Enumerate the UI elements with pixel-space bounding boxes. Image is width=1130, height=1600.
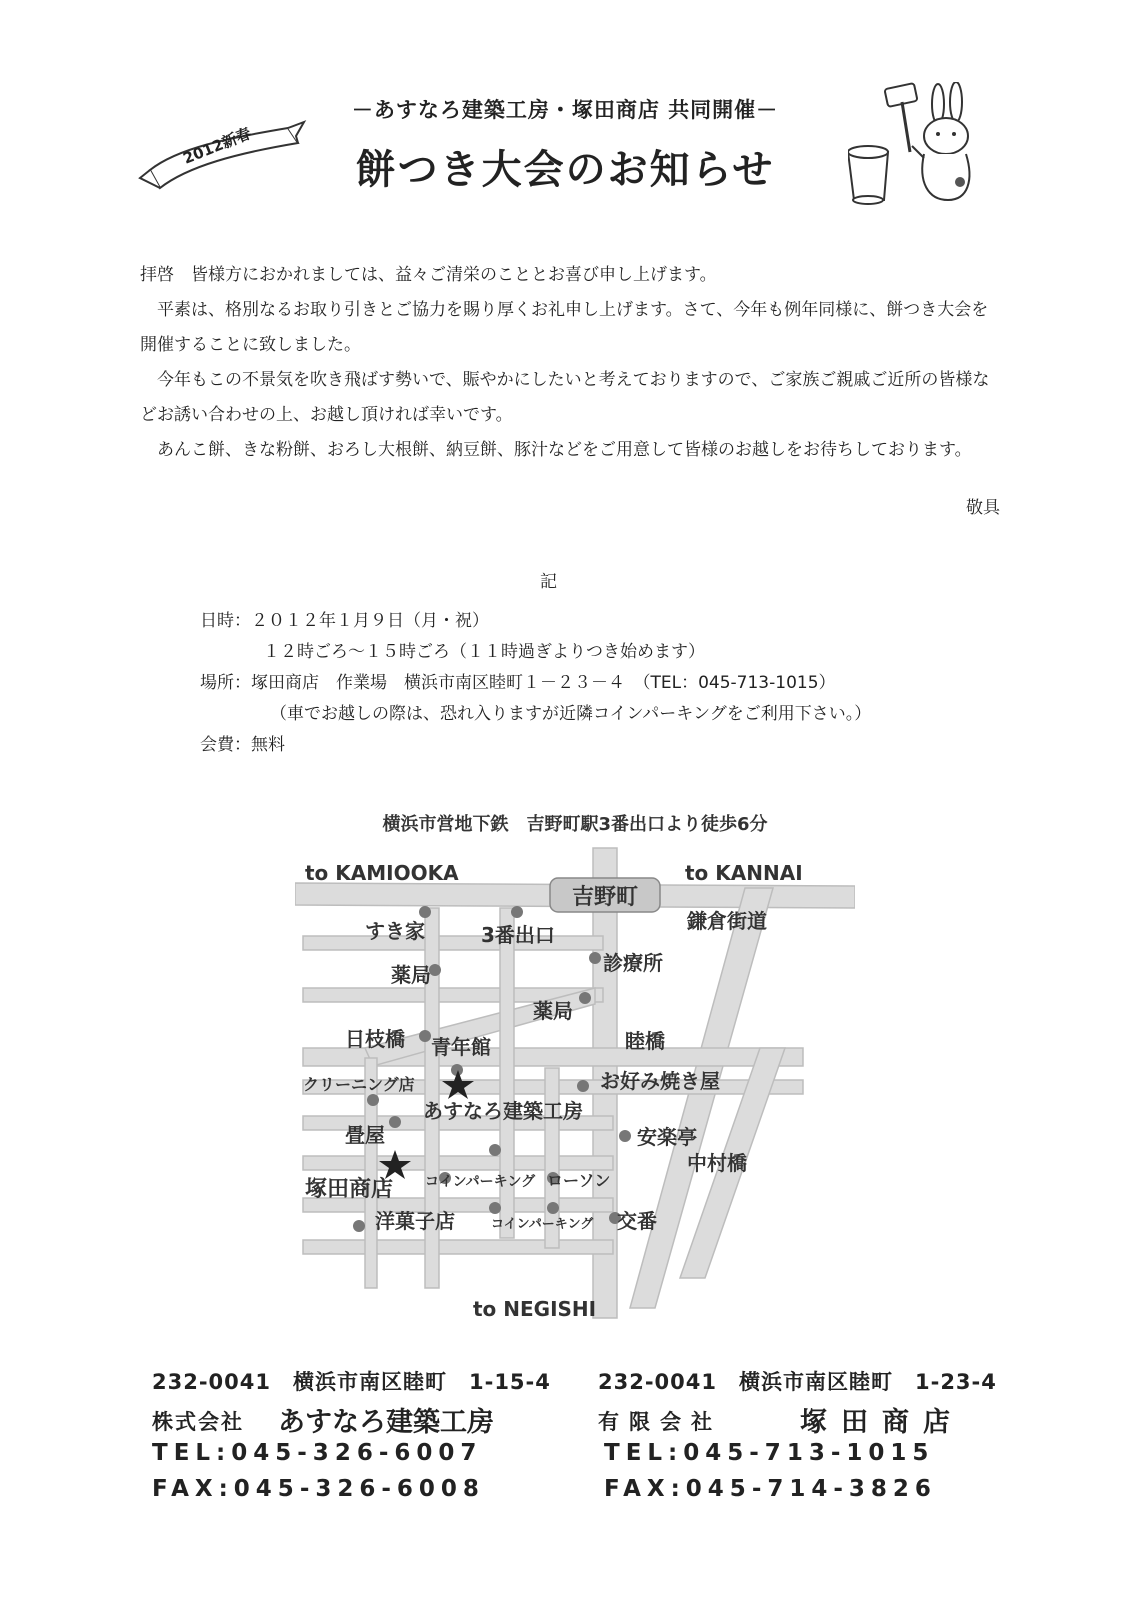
map-dir-kannai: to KANNAI (685, 861, 803, 885)
letter-paragraph-3: あんこ餅、きな粉餅、おろし大根餅、納豆餅、豚汁などをご用意して皆様のお越しをお待ちしております。 (157, 440, 972, 460)
event-subtitle: －あすなろ建築工房・塚田商店 共同開催－ (351, 98, 779, 122)
map-label-hieda-bridge: 日枝橋 (345, 1027, 405, 1051)
map-label-pharmacy-1: 薬局 (391, 963, 431, 987)
details-heading: 記 (540, 572, 557, 592)
map-dir-negishi: to NEGISHI (473, 1297, 597, 1321)
footer-right-address: 232-0041 横浜市南区睦町 1-23-4 (598, 1370, 997, 1394)
map-label-nakamura-bridge: 中村橋 (687, 1151, 747, 1175)
footer-left-corp: 株式会社 (152, 1410, 244, 1434)
map-dir-kamiooka: to KAMIOOKA (305, 861, 459, 885)
footer-right-corp: 有限会社 (598, 1410, 722, 1434)
footer-right-tel: TEL:045-713-1015 (604, 1440, 935, 1466)
map-station-label: 吉野町 (571, 885, 639, 910)
letter-greeting: 拝啓 皆様方におかれましては、益々ご清栄のこととお喜び申し上げます。 (140, 265, 717, 285)
footer-left-name: あすなろ建築工房 (278, 1407, 494, 1438)
map-label-tatami: 畳屋 (345, 1123, 385, 1147)
event-date: 日時：２０１２年１月９日（月・祝） (200, 611, 489, 631)
map-label-seinenkan: 青年館 (431, 1035, 491, 1059)
map-label-asunaro: あすなろ建築工房 (423, 1099, 583, 1123)
map-label-pharmacy-2: 薬局 (533, 999, 573, 1023)
letter-paragraph-1: 平素は、格別なるお取り引きとご協力を賜り厚くお礼申し上げます。さて、今年も例年同様に、餅つき大会を開催することに致しました。 (140, 300, 989, 355)
ribbon-label: 2012新春 (180, 124, 254, 168)
event-details (200, 606, 1020, 761)
footer-left-fax: FAX:045-326-6008 (152, 1476, 485, 1502)
map-label-yougashi: 洋菓子店 (375, 1209, 455, 1233)
map-label-koban: 交番 (617, 1209, 657, 1233)
rabbit-mascot-icon (848, 82, 988, 212)
event-place: 場所：塚田商店 作業場 横浜市南区睦町１－２３－４ （TEL：045-713-1015） (200, 673, 836, 693)
page-title: 餅つき大会のお知らせ (355, 147, 775, 193)
map-label-lawson: ローソン (547, 1171, 611, 1190)
map-label-mutsumi-bridge: 睦橋 (625, 1029, 665, 1053)
footer-right-fax: FAX:045-714-3826 (604, 1476, 937, 1502)
map-label-anrakutei: 安楽亭 (637, 1125, 697, 1149)
letter-body (140, 258, 1000, 468)
map-label-sukiya: すき家 (365, 919, 425, 943)
event-time: １２時ごろ～１５時ごろ（１１時過ぎよりつき始めます） (263, 642, 705, 662)
map-label-okonomiyaki: お好み焼き屋 (600, 1069, 720, 1093)
access-map (295, 808, 855, 1348)
letter-closing: 敬具 (966, 498, 1000, 518)
footer-left-tel: TEL:045-326-6007 (152, 1440, 483, 1466)
map-label-exit3: 3番出口 (481, 923, 555, 947)
footer-left-address: 232-0041 横浜市南区睦町 1-15-4 (152, 1370, 551, 1394)
footer-right-name: 塚田商店 (800, 1407, 964, 1438)
map-label-clinic: 診療所 (603, 951, 663, 975)
map-label-coinparking-2: コインパーキング (491, 1217, 594, 1232)
map-label-tsukada: 塚田商店 (305, 1177, 394, 1202)
map-label-kamakura: 鎌倉街道 (687, 909, 767, 933)
letter-paragraph-2: 今年もこの不景気を吹き飛ばす勢いで、賑やかにしたいと考えておりますので、ご家族ご親戚ご近所の皆様などお誘い合わせの上、お越し頂ければ幸いです。 (140, 370, 990, 425)
map-heading: 横浜市営地下鉄 吉野町駅3番出口より徒歩6分 (382, 814, 768, 835)
map-label-coinparking-1: コインパーキング (425, 1174, 536, 1190)
event-fee: 会費：無料 (200, 735, 285, 755)
map-label-cleaning: クリーニング店 (303, 1075, 415, 1094)
parking-note: （車でお越しの際は、恐れ入りますが近隣コインパーキングをご利用下さい。） (270, 704, 872, 724)
